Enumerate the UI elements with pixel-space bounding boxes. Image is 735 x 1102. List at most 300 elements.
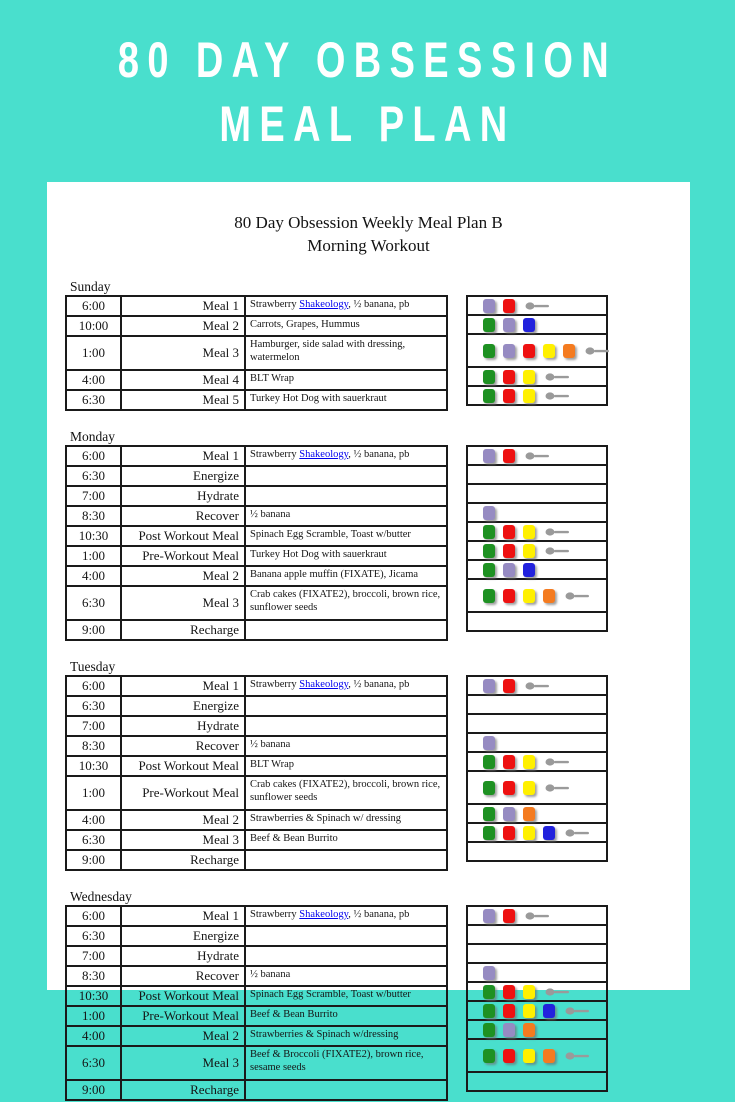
meal-label-cell: Hydrate [121, 946, 245, 966]
container-icons [468, 542, 606, 559]
meal-description-cell [245, 696, 447, 716]
meal-description-text: Carrots, Grapes, Hummus [250, 319, 360, 330]
teaspoon-icon [545, 391, 571, 401]
container-cell [467, 676, 607, 695]
blue-container-icon [523, 318, 535, 332]
container-cell [467, 446, 607, 465]
meal-label-cell: Meal 3 [121, 586, 245, 620]
container-icons [468, 504, 606, 521]
teaspoon-icon [565, 828, 591, 838]
meal-label-cell: Meal 2 [121, 566, 245, 586]
container-icons [468, 824, 606, 841]
table-row [66, 676, 447, 696]
red-container-icon [503, 679, 515, 693]
container-cell [467, 1001, 607, 1020]
meal-description-text: , ½ banana, pb [348, 679, 410, 690]
meal-label-cell: Meal 5 [121, 390, 245, 410]
shakeology-link[interactable]: Shakeology [299, 449, 349, 460]
green-container-icon [483, 826, 495, 840]
green-container-icon [483, 1023, 495, 1037]
time-cell: 6:00 [66, 296, 121, 316]
time-cell: 1:00 [66, 336, 121, 370]
meal-description-cell [245, 830, 447, 850]
container-icons [468, 1021, 606, 1038]
container-row [467, 386, 607, 405]
purple-container-icon [503, 344, 515, 358]
table-row [66, 1006, 447, 1026]
time-cell: 6:00 [66, 906, 121, 926]
container-icons [468, 753, 606, 770]
meal-label-cell: Pre-Workout Meal [121, 776, 245, 810]
yellow-container-icon [523, 370, 535, 384]
meal-description-text: Strawberry [250, 679, 300, 690]
teaspoon-icon [525, 301, 551, 311]
time-cell: 7:00 [66, 716, 121, 736]
container-icons [468, 1073, 606, 1090]
meal-description-cell [245, 336, 447, 370]
day-section-tuesday [65, 659, 690, 871]
teaspoon-icon [565, 1051, 591, 1061]
meal-label-cell: Recharge [121, 850, 245, 870]
red-container-icon [503, 755, 515, 769]
time-cell: 8:30 [66, 506, 121, 526]
green-container-icon [483, 1049, 495, 1063]
time-cell: 6:30 [66, 1046, 121, 1080]
day-section-sunday [65, 279, 690, 411]
red-container-icon [503, 909, 515, 923]
time-cell: 7:00 [66, 486, 121, 506]
meal-description-cell [245, 756, 447, 776]
table-row [66, 446, 447, 466]
teaspoon-icon [585, 346, 611, 356]
meal-description-cell [245, 926, 447, 946]
meal-description-cell [245, 390, 447, 410]
container-icons [468, 523, 606, 540]
table-row [66, 296, 447, 316]
meal-description-text: Turkey Hot Dog with sauerkraut [250, 393, 387, 404]
container-row [467, 1001, 607, 1020]
red-container-icon [503, 389, 515, 403]
meal-description-cell [245, 316, 447, 336]
document-heading-line2: Morning Workout [307, 236, 430, 255]
container-cell [467, 503, 607, 522]
time-cell: 9:00 [66, 1080, 121, 1100]
yellow-container-icon [523, 389, 535, 403]
time-cell: 8:30 [66, 966, 121, 986]
table-row [66, 696, 447, 716]
meal-label-cell: Meal 1 [121, 446, 245, 466]
day-sections [47, 279, 690, 1101]
container-row [467, 367, 607, 386]
day-tables [65, 295, 690, 411]
table-row [66, 526, 447, 546]
container-colors-table [466, 445, 608, 632]
container-cell [467, 296, 607, 315]
red-container-icon [503, 985, 515, 999]
meal-description-text: Hamburger, side salad with dressing, watermelon [250, 339, 406, 363]
meal-label-cell: Meal 3 [121, 830, 245, 850]
table-row [66, 756, 447, 776]
table-row [66, 586, 447, 620]
meal-description-cell [245, 946, 447, 966]
container-cell [467, 771, 607, 804]
meal-description-cell [245, 586, 447, 620]
meal-description-cell [245, 810, 447, 830]
meal-schedule-table [65, 675, 448, 871]
container-cell [467, 367, 607, 386]
table-row [66, 486, 447, 506]
teaspoon-icon [545, 757, 571, 767]
container-row [467, 842, 607, 861]
meal-label-cell: Energize [121, 926, 245, 946]
time-cell: 10:30 [66, 756, 121, 776]
container-icons [468, 466, 606, 483]
time-cell: 1:00 [66, 1006, 121, 1026]
time-cell: 6:30 [66, 830, 121, 850]
purple-container-icon [503, 1023, 515, 1037]
red-container-icon [503, 826, 515, 840]
container-row [467, 541, 607, 560]
container-icons [468, 805, 606, 822]
container-cell [467, 925, 607, 944]
meal-label-cell: Recover [121, 506, 245, 526]
container-icons [468, 926, 606, 943]
container-cell [467, 579, 607, 612]
meal-description-cell [245, 466, 447, 486]
meal-description-text: Spinach Egg Scramble, Toast w/butter [250, 529, 411, 540]
meal-description-cell [245, 716, 447, 736]
yellow-container-icon [523, 985, 535, 999]
container-cell [467, 714, 607, 733]
container-cell [467, 823, 607, 842]
meal-label-cell: Meal 1 [121, 296, 245, 316]
orange-container-icon [543, 1049, 555, 1063]
red-container-icon [503, 370, 515, 384]
teaspoon-icon [545, 783, 571, 793]
teaspoon-icon [545, 372, 571, 382]
meal-description-text: BLT Wrap [250, 759, 295, 770]
container-row [467, 804, 607, 823]
meal-description-text: Strawberries & Spinach w/dressing [250, 1029, 399, 1040]
container-row [467, 522, 607, 541]
green-container-icon [483, 370, 495, 384]
container-icons [468, 580, 606, 611]
meal-plan-document [47, 182, 690, 1097]
green-container-icon [483, 344, 495, 358]
container-cell [467, 334, 607, 367]
meal-description-cell [245, 1046, 447, 1080]
meal-description-cell [245, 1080, 447, 1100]
shakeology-link[interactable]: Shakeology [299, 299, 349, 310]
container-cell [467, 541, 607, 560]
pin-title-line2: MEAL PLAN [219, 96, 516, 152]
time-cell: 10:30 [66, 986, 121, 1006]
container-cell [467, 733, 607, 752]
time-cell: 10:00 [66, 316, 121, 336]
meal-description-text: Banana apple muffin (FIXATE), Jicama [250, 569, 419, 580]
container-icons [468, 696, 606, 713]
meal-description-text: Strawberry [250, 909, 300, 920]
container-row [467, 446, 607, 465]
container-icons [468, 843, 606, 860]
teaspoon-icon [545, 527, 571, 537]
teaspoon-icon [545, 546, 571, 556]
yellow-container-icon [523, 1004, 535, 1018]
container-icons [468, 335, 606, 366]
container-cell [467, 1072, 607, 1091]
blue-container-icon [523, 563, 535, 577]
container-icons [468, 983, 606, 1000]
container-icons [468, 316, 606, 333]
teaspoon-icon [525, 911, 551, 921]
red-container-icon [503, 525, 515, 539]
meal-description-cell [245, 506, 447, 526]
meal-description-text: Strawberry [250, 449, 300, 460]
container-icons [468, 1040, 606, 1071]
container-cell [467, 465, 607, 484]
red-container-icon [503, 544, 515, 558]
container-icons [468, 1002, 606, 1019]
container-cell [467, 982, 607, 1001]
green-container-icon [483, 589, 495, 603]
time-cell: 6:30 [66, 390, 121, 410]
container-cell [467, 842, 607, 861]
yellow-container-icon [523, 589, 535, 603]
container-cell [467, 804, 607, 823]
meal-description-cell [245, 486, 447, 506]
time-cell: 6:30 [66, 466, 121, 486]
shakeology-link[interactable]: Shakeology [299, 679, 349, 690]
meal-label-cell: Meal 2 [121, 1026, 245, 1046]
green-container-icon [483, 781, 495, 795]
time-cell: 6:00 [66, 446, 121, 466]
meal-description-text: Beef & Bean Burrito [250, 1009, 338, 1020]
container-row [467, 612, 607, 631]
container-cell [467, 612, 607, 631]
meal-description-cell [245, 370, 447, 390]
red-container-icon [503, 449, 515, 463]
container-cell [467, 963, 607, 982]
red-container-icon [503, 1049, 515, 1063]
time-cell: 10:30 [66, 526, 121, 546]
purple-container-icon [483, 679, 495, 693]
day-tables [65, 905, 690, 1101]
day-tables [65, 445, 690, 641]
meal-description-text: , ½ banana, pb [348, 299, 410, 310]
orange-container-icon [563, 344, 575, 358]
purple-container-icon [503, 563, 515, 577]
container-row [467, 733, 607, 752]
teaspoon-icon [525, 451, 551, 461]
meal-description-cell [245, 850, 447, 870]
day-tables [65, 675, 690, 871]
container-row [467, 906, 607, 925]
meal-label-cell: Recover [121, 966, 245, 986]
container-cell [467, 695, 607, 714]
meal-description-text: , ½ banana, pb [348, 909, 410, 920]
container-cell [467, 1039, 607, 1072]
blue-container-icon [543, 826, 555, 840]
teaspoon-icon [525, 681, 551, 691]
orange-container-icon [523, 807, 535, 821]
meal-description-cell [245, 566, 447, 586]
container-icons [468, 677, 606, 694]
table-row [66, 830, 447, 850]
teaspoon-icon [545, 987, 571, 997]
table-row [66, 336, 447, 370]
container-row [467, 771, 607, 804]
table-row [66, 316, 447, 336]
day-section-monday [65, 429, 690, 641]
meal-description-cell [245, 446, 447, 466]
green-container-icon [483, 755, 495, 769]
container-cell [467, 386, 607, 405]
container-row [467, 484, 607, 503]
meal-label-cell: Recharge [121, 1080, 245, 1100]
time-cell: 4:00 [66, 566, 121, 586]
meal-label-cell: Hydrate [121, 716, 245, 736]
meal-description-cell [245, 1006, 447, 1026]
purple-container-icon [483, 506, 495, 520]
table-row [66, 566, 447, 586]
meal-label-cell: Energize [121, 466, 245, 486]
green-container-icon [483, 1004, 495, 1018]
time-cell: 9:00 [66, 620, 121, 640]
yellow-container-icon [523, 1049, 535, 1063]
container-row [467, 296, 607, 315]
meal-description-cell [245, 546, 447, 566]
container-icons [468, 613, 606, 630]
table-row [66, 1026, 447, 1046]
yellow-container-icon [523, 755, 535, 769]
meal-description-text: ½ banana [250, 739, 291, 750]
time-cell: 6:30 [66, 696, 121, 716]
container-colors-table [466, 295, 608, 406]
container-row [467, 925, 607, 944]
time-cell: 1:00 [66, 546, 121, 566]
container-icons [468, 485, 606, 502]
container-cell [467, 560, 607, 579]
meal-label-cell: Meal 2 [121, 316, 245, 336]
document-heading [47, 182, 690, 257]
meal-description-cell [245, 986, 447, 1006]
red-container-icon [523, 344, 535, 358]
container-row [467, 676, 607, 695]
container-icons [468, 297, 606, 314]
yellow-container-icon [523, 525, 535, 539]
table-row [66, 716, 447, 736]
meal-description-text: BLT Wrap [250, 373, 295, 384]
container-row [467, 1020, 607, 1039]
time-cell: 4:00 [66, 810, 121, 830]
container-row [467, 982, 607, 1001]
meal-description-cell [245, 736, 447, 756]
container-icons [468, 561, 606, 578]
container-row [467, 560, 607, 579]
meal-label-cell: Meal 1 [121, 906, 245, 926]
meal-description-text: Spinach Egg Scramble, Toast w/butter [250, 989, 411, 1000]
meal-label-cell: Post Workout Meal [121, 756, 245, 776]
table-row [66, 390, 447, 410]
meal-label-cell: Post Workout Meal [121, 986, 245, 1006]
meal-description-cell [245, 620, 447, 640]
table-row [66, 850, 447, 870]
container-cell [467, 944, 607, 963]
container-row [467, 315, 607, 334]
time-cell: 6:00 [66, 676, 121, 696]
container-row [467, 334, 607, 367]
meal-description-text: , ½ banana, pb [348, 449, 410, 460]
document-heading-line1: 80 Day Obsession Weekly Meal Plan B [234, 213, 503, 232]
container-icons [468, 368, 606, 385]
meal-description-cell [245, 526, 447, 546]
table-row [66, 466, 447, 486]
container-icons [468, 964, 606, 981]
container-colors-table [466, 905, 608, 1092]
meal-description-text: ½ banana [250, 969, 291, 980]
table-row [66, 370, 447, 390]
table-row [66, 986, 447, 1006]
day-section-wednesday [65, 889, 690, 1101]
meal-description-cell [245, 676, 447, 696]
table-row [66, 1046, 447, 1080]
purple-container-icon [483, 299, 495, 313]
day-name-label: Wednesday [70, 889, 132, 904]
purple-container-icon [483, 736, 495, 750]
teaspoon-icon [565, 1006, 591, 1016]
container-icons [468, 945, 606, 962]
meal-description-cell [245, 1026, 447, 1046]
pin-title [0, 28, 735, 156]
meal-label-cell: Energize [121, 696, 245, 716]
meal-description-text: Beef & Broccoli (FIXATE2), brown rice, sesame seeds [250, 1049, 424, 1073]
yellow-container-icon [523, 781, 535, 795]
green-container-icon [483, 563, 495, 577]
table-row [66, 906, 447, 926]
container-cell [467, 906, 607, 925]
meal-label-cell: Post Workout Meal [121, 526, 245, 546]
meal-label-cell: Meal 3 [121, 336, 245, 370]
green-container-icon [483, 807, 495, 821]
meal-label-cell: Meal 4 [121, 370, 245, 390]
time-cell: 8:30 [66, 736, 121, 756]
container-row [467, 823, 607, 842]
green-container-icon [483, 318, 495, 332]
green-container-icon [483, 985, 495, 999]
meal-description-text: ½ banana [250, 509, 291, 520]
table-row [66, 776, 447, 810]
container-row [467, 944, 607, 963]
time-cell: 4:00 [66, 370, 121, 390]
meal-label-cell: Meal 1 [121, 676, 245, 696]
meal-schedule-table [65, 445, 448, 641]
container-row [467, 579, 607, 612]
red-container-icon [503, 589, 515, 603]
table-row [66, 810, 447, 830]
container-cell [467, 522, 607, 541]
red-container-icon [503, 1004, 515, 1018]
green-container-icon [483, 525, 495, 539]
table-row [66, 966, 447, 986]
table-row [66, 506, 447, 526]
meal-schedule-table [65, 295, 448, 411]
shakeology-link[interactable]: Shakeology [299, 909, 349, 920]
day-name-label: Tuesday [70, 659, 116, 674]
yellow-container-icon [543, 344, 555, 358]
meal-description-cell [245, 296, 447, 316]
meal-description-text: Strawberry [250, 299, 300, 310]
container-row [467, 752, 607, 771]
